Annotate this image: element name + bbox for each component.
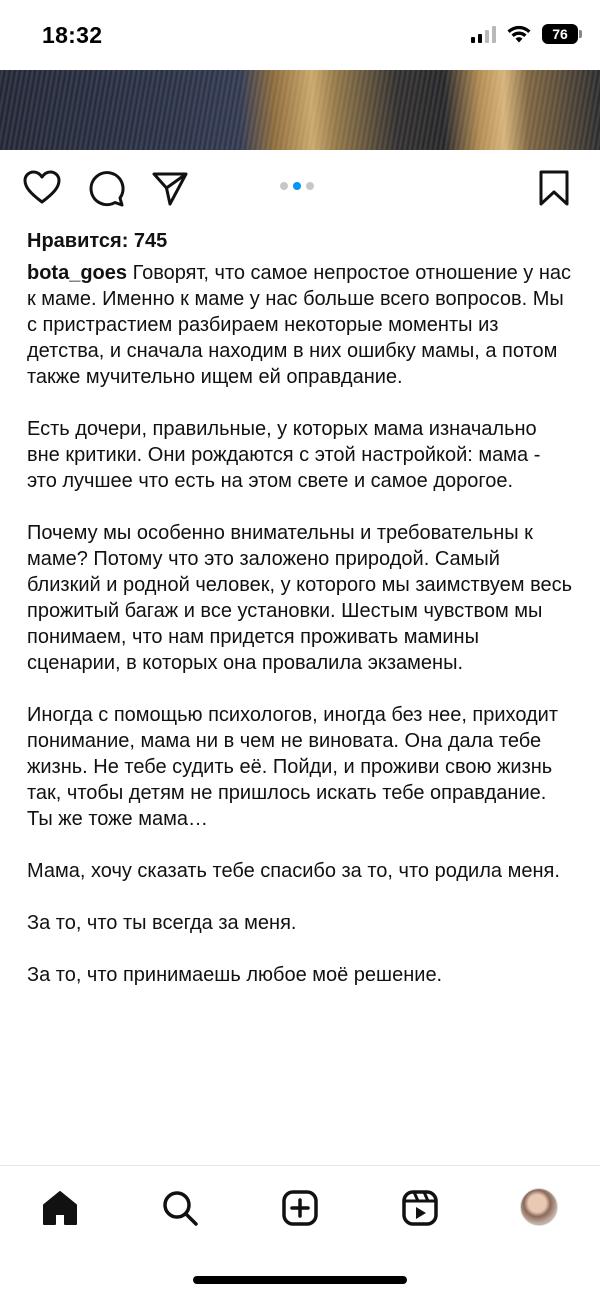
battery-level: 76 [552, 26, 568, 42]
caption-paragraph: Иногда с помощью психологов, иногда без нее, приходит понимание, мама ни в чем не виновата. Она дала тебе жизнь. Не тебе судить её. Пойди, и проживи свою жизнь так, чтобы детям не пришлось искать тебе оправдание. Ты же тоже мама… [27, 704, 559, 830]
battery-icon [542, 24, 578, 44]
reels-icon[interactable] [400, 1188, 440, 1228]
status-time: 18:32 [42, 22, 103, 48]
carousel-indicator [280, 182, 314, 190]
caption-paragraph: Есть дочери, правильные, у которых мама изначально вне критики. Они рождаются с этой настройкой: мама - это лучшее что есть на этом свете и самое дорогое. [27, 418, 541, 492]
status-bar [0, 0, 600, 70]
comment-icon[interactable] [86, 168, 126, 208]
carousel-dot [306, 182, 314, 190]
caption-paragraph: Мама, хочу сказать тебе спасибо за то, что родила меня. [27, 860, 560, 882]
post-image[interactable] [0, 70, 600, 150]
signal-icon [471, 25, 496, 43]
wifi-icon [506, 24, 532, 44]
caption-text: Говорят, что самое непростое отношение у нас к маме. Именно к маме у нас больше всего вопросов. Мы с пристрастием разбираем некоторые моменты из детства, и сначала находим в них ошибку мамы, а потом также мучительно ищем ей оправдание. [27, 262, 572, 388]
post-caption [27, 260, 575, 988]
profile-avatar[interactable] [520, 1188, 558, 1226]
home-icon[interactable] [40, 1188, 80, 1228]
caption-paragraph [27, 260, 575, 390]
share-icon[interactable] [150, 168, 190, 208]
create-icon[interactable] [280, 1188, 320, 1228]
username-link[interactable]: bota_goes [27, 262, 128, 284]
caption-paragraph: Почему мы особенно внимательны и требовательны к маме? Потому что это заложено природой. Самый близкий и родной человек, у которого мы заимствуем весь прожитый багаж и все установки. Шестым чувством мы понимаем, что нам придется проживать мамины сценарии, в которых она провалила экзамены. [27, 522, 573, 674]
carousel-dot-active [293, 182, 301, 190]
post-image-texture [0, 70, 600, 150]
likes-count[interactable]: Нравится: 745 [27, 230, 168, 252]
caption-paragraph: За то, что принимаешь любое моё решение. [27, 964, 443, 986]
caption-paragraph: За то, что ты всегда за меня. [27, 912, 297, 934]
bookmark-icon[interactable] [534, 168, 574, 208]
carousel-dot [280, 182, 288, 190]
status-icons [471, 24, 578, 44]
search-icon[interactable] [160, 1188, 200, 1228]
heart-icon[interactable] [22, 168, 62, 208]
home-indicator[interactable] [193, 1276, 407, 1284]
post-action-row [0, 168, 600, 212]
